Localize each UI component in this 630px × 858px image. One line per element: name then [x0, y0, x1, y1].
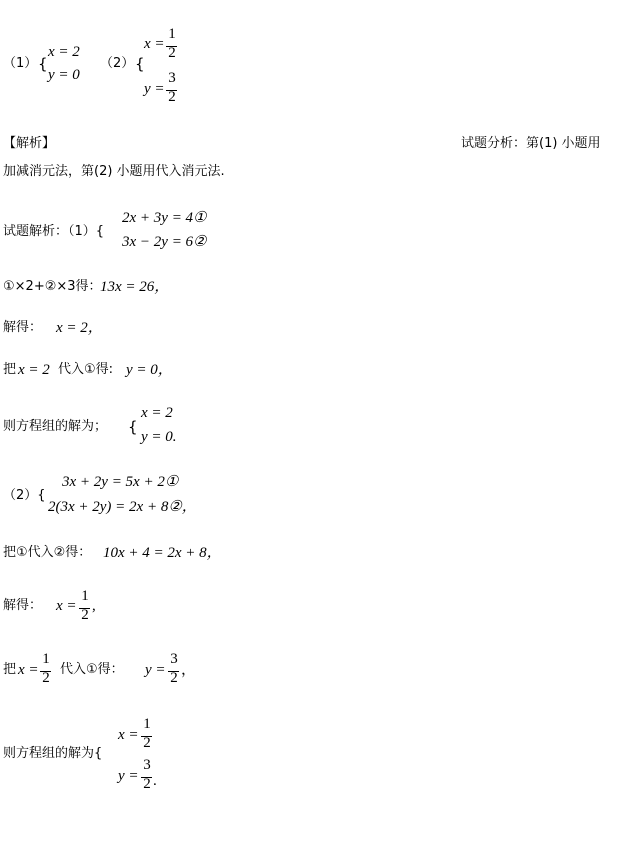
answer-p1-eq1: x = 2: [48, 44, 80, 60]
part1-step3-math: x = 2: [18, 362, 50, 378]
part1-step4-brace: {: [128, 418, 138, 436]
part2-step4-xden: 2: [143, 735, 151, 751]
part2-step4-text: 则方程组的解为{: [3, 746, 103, 761]
answer-p2-x-num: 1: [168, 26, 176, 42]
part1-step1-text: ①×2+②×3得：: [3, 279, 102, 294]
part2-step3-rnum: 3: [170, 651, 178, 667]
answer-p2-x: x =: [144, 36, 165, 52]
part2-step4-y: y =: [118, 768, 139, 784]
part2-step3-rden: 2: [170, 670, 178, 686]
answer-p2-y-den: 2: [168, 89, 176, 105]
answer-p1-label: （1）: [3, 56, 38, 71]
analysis-heading: 【解析】: [3, 136, 56, 151]
answer-p2-brace: {: [135, 55, 145, 73]
analysis-intro-right: 试题分析：第(1) 小题用: [461, 136, 601, 151]
part2-step1-math: 10x + 4 = 2x + 8，: [103, 545, 222, 561]
part2-step4-tail: .: [153, 773, 157, 789]
answer-p2-y-num: 3: [168, 70, 176, 86]
part2-step2-den: 2: [81, 607, 89, 623]
part2-step2-text: 解得：: [3, 598, 43, 613]
part1-label: 试题解析：（1）{: [3, 224, 105, 239]
part2-label: （2）{: [3, 488, 46, 503]
part1-step4-eq2: y = 0.: [141, 429, 177, 445]
part2-step3-lhs: x =: [18, 662, 39, 678]
part2-step1-text: 把①代入②得：: [3, 545, 92, 560]
analysis-intro-cont: 加减消元法，第(2) 小题用代入消元法.: [3, 164, 225, 179]
part1-step2-math: x = 2，: [56, 320, 103, 336]
part2-eq2: 2(3x + 2y) = 2x + 8②，: [48, 499, 197, 515]
answer-p1-brace: {: [38, 55, 48, 73]
part1-eq2: 3x − 2y = 6②: [122, 234, 207, 250]
part1-eq1: 2x + 3y = 4①: [122, 210, 207, 226]
answer-p2-y: y =: [144, 81, 165, 97]
part2-step3-num: 1: [42, 651, 50, 667]
answer-p2-label: （2）: [100, 56, 135, 71]
part2-step3-tail: ，: [181, 662, 197, 678]
part2-step4-x: x =: [118, 727, 139, 743]
part1-step3-pre: 把: [3, 362, 17, 377]
part1-step4-text: 则方程组的解为；: [3, 419, 108, 434]
part2-step2-lhs: x =: [56, 598, 77, 614]
part2-step3-rhs: y =: [145, 662, 166, 678]
part1-step4-eq1: x = 2: [141, 405, 173, 421]
part1-step3-res: y = 0，: [126, 362, 173, 378]
part2-step3-den: 2: [42, 670, 50, 686]
part2-eq1: 3x + 2y = 5x + 2①: [62, 474, 179, 490]
part1-step3-mid: 代入①得:: [58, 362, 114, 377]
part2-step4-xnum: 1: [143, 716, 151, 732]
answer-p1-eq2: y = 0: [48, 67, 80, 83]
answer-p2-x-den: 2: [168, 45, 176, 61]
part1-step1-math: 13x = 26，: [100, 279, 170, 295]
part2-step2-num: 1: [81, 588, 89, 604]
part2-step4-ynum: 3: [143, 757, 151, 773]
part2-step4-yden: 2: [143, 776, 151, 792]
part2-step3-pre: 把: [3, 662, 17, 677]
part1-step2-text: 解得：: [3, 320, 43, 335]
part2-step2-tail: ,: [92, 598, 96, 614]
part2-step3-mid: 代入①得：: [60, 662, 124, 677]
